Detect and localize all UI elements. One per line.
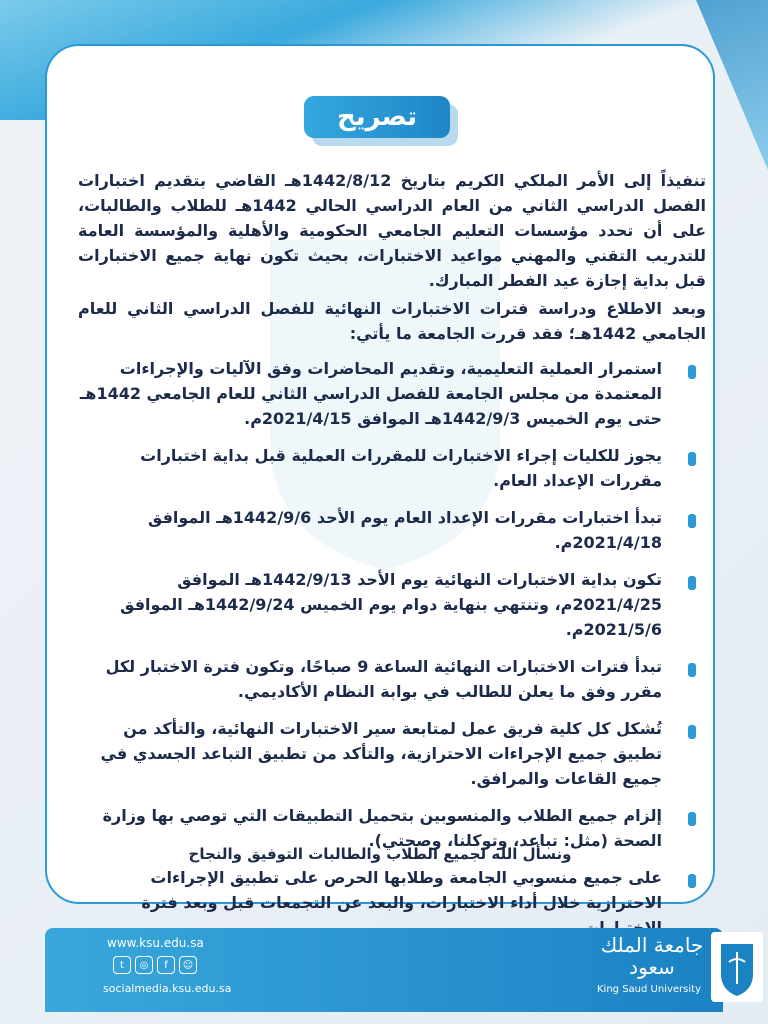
list-item: إلزام جميع الطلاب والمنسوبين بتحميل التطبيقات التي توصي بها وزارة الصحة (مثل: تباعد، وتوكلنا، وصحتي).	[78, 803, 676, 853]
bullet-icon	[688, 725, 696, 739]
list-item: يجوز للكليات إجراء الاختبارات للمقررات العملية قبل بداية اختبارات مقررات الإعداد العام.	[78, 443, 676, 493]
facebook-icon[interactable]: f	[157, 956, 175, 974]
website-link[interactable]: www.ksu.edu.sa	[107, 936, 204, 950]
bullet-icon	[688, 874, 696, 888]
list-item: تُشكل كل كلية فريق عمل لمتابعة سير الاختبارات النهائية، والتأكد من تطبيق جميع الإجراءات الاحترازية، والتأكد من تطبيق التباعد الجسدي في جميع القاعات والمرافق.	[78, 716, 676, 791]
list-item: تبدأ اختبارات مقررات الإعداد العام يوم الأحد 1442/9/6هـ الموافق 2021/4/18م.	[78, 505, 676, 555]
list-item: تكون بداية الاختبارات النهائية يوم الأحد 1442/9/13هـ الموافق 2021/4/25م، وتنتهي بنهاية دوام يوم الخميس 1442/9/24هـ الموافق 2021/5/6م.	[78, 567, 676, 642]
list-item: على جميع منسوبي الجامعة وطلابها الحرص على تطبيق الإجراءات الاحترازية خلال أداء الاختبارات، والبعد عن التجمعات قبل وبعد فترة	[78, 865, 676, 940]
bullet-icon	[688, 452, 696, 466]
bullet-icon	[688, 576, 696, 590]
footer-bar	[45, 928, 723, 1012]
bullet-icon	[688, 663, 696, 677]
twitter-icon[interactable]: t	[113, 956, 131, 974]
title-badge	[304, 96, 458, 146]
university-logo-icon	[711, 932, 763, 1002]
page-title: تصريح	[304, 96, 450, 138]
list-item: استمرار العملية التعليمية، وتقديم المحاضرات وفق الآليات والإجراءات المعتمدة من مجلس الجامعة للفصل الدراسي الثاني للعام الجامعي 1442هـ حتى يوم الخميس 1442/9/3هـ الموافق 2021/4/15م.	[78, 356, 676, 431]
social-media-link[interactable]: socialmedia.ksu.edu.sa	[103, 982, 232, 995]
list-item: تبدأ فترات الاختبارات النهائية الساعة 9 صباحًا، وتكون فترة الاختبار لكل مقرر وفق ما يعلن للطالب في بوابة النظام الأكاديمي.	[78, 654, 676, 704]
bullet-icon	[688, 365, 696, 379]
university-name-ar: جامعة الملك سعود	[600, 933, 704, 979]
bullet-icon	[688, 812, 696, 826]
snapchat-icon[interactable]: ☺	[179, 956, 197, 974]
decision-intro-paragraph: وبعد الاطلاع ودراسة فترات الاختبارات النهائية للفصل الدراسي الثاني للعام الجامعي 1442هـ؛ فقد قررت الجامعة ما يأتي:	[78, 299, 706, 343]
social-icons-row	[113, 956, 197, 974]
university-name-en: King Saud University	[597, 984, 701, 995]
intro-paragraph: تنفيذاً إلى الأمر الملكي الكريم بتاريخ 1442/8/12هـ القاضي بتقديم اختبارات الفصل الدراسي الثاني من العام الدراسي الحالي 1442هـ للطلاب والطالبات، على أن تحدد مؤسسات التعليم الجامعي الحكومية والأهلية والمؤسسة العامة للتدريب التقني والمهني مواعيد الاختبارات، بحيث تكون نهاية جميع الاختبارات قبل بداية إجازة عيد الفطر المبارك.	[78, 171, 706, 290]
bullet-icon	[688, 514, 696, 528]
instagram-icon[interactable]: ◎	[135, 956, 153, 974]
closing-line: ونسأل الله لجميع الطلاب والطالبات التوفيق والنجاح	[188, 845, 572, 863]
